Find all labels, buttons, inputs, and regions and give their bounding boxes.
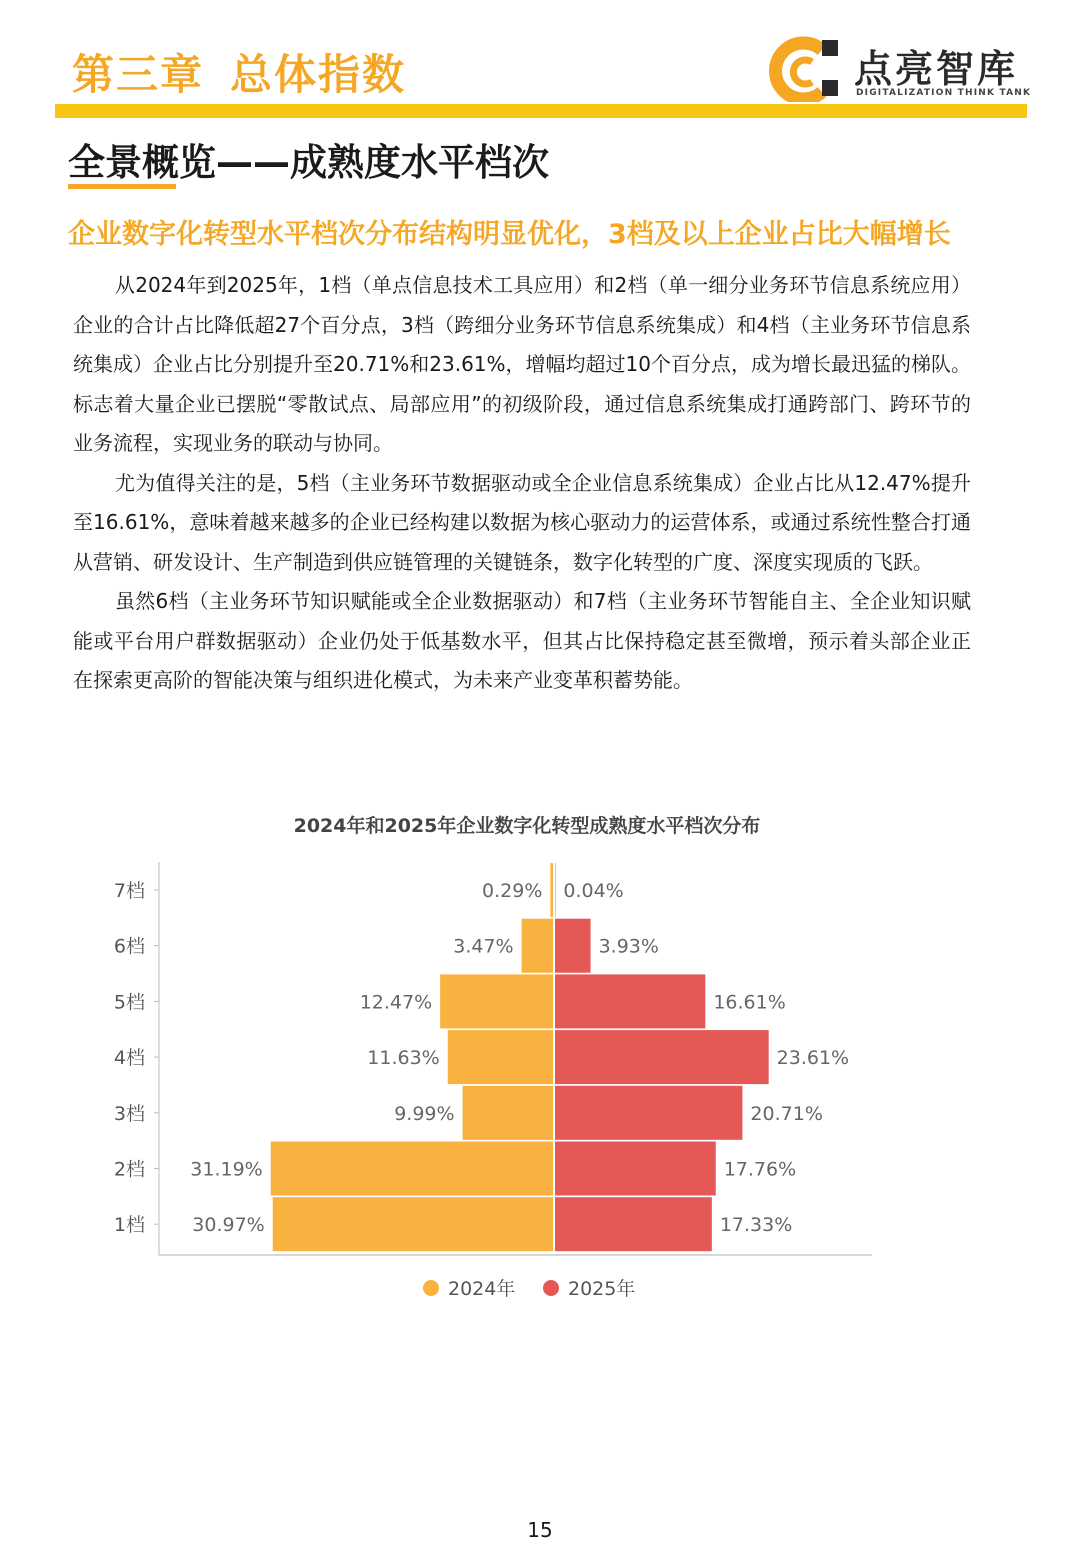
chart-title: 2024年和2025年企业数字化转型成熟度水平档次分布 <box>293 815 761 837</box>
bar-2025 <box>555 974 705 1028</box>
category-label: 5档 <box>113 991 145 1014</box>
bar-2024 <box>448 1030 553 1084</box>
bar-label-2024: 11.63% <box>367 1047 440 1070</box>
bar-label-2025: 20.71% <box>750 1102 823 1125</box>
chapter-name: 总体指数 <box>230 50 407 99</box>
bar-2025 <box>555 1030 769 1084</box>
section-title: 全景概览——成熟度水平档次 <box>68 141 549 184</box>
bar-label-2025: 17.76% <box>723 1158 797 1181</box>
chapter-label: 第三章 <box>72 50 205 99</box>
legend-marker-2024 <box>423 1280 439 1296</box>
bar-label-2024: 31.19% <box>190 1158 263 1181</box>
category-label: 3档 <box>113 1102 145 1125</box>
logo <box>764 36 1034 102</box>
bar-label-2024: 30.97% <box>192 1214 265 1237</box>
bar-label-2024: 3.47% <box>453 935 514 958</box>
header-rule <box>55 104 1027 118</box>
bar-label-2025: 0.04% <box>563 880 624 902</box>
bar-2024 <box>440 974 553 1028</box>
section-subtitle: 企业数字化转型水平档次分布结构明显优化，3档及以上企业占比大幅增长 <box>68 219 951 250</box>
bar-2024 <box>273 1197 553 1251</box>
category-label: 1档 <box>113 1214 145 1237</box>
bar-label-2024: 12.47% <box>359 991 433 1014</box>
bar-label-2025: 23.61% <box>776 1047 850 1070</box>
paragraph-2: 尤为值得关注的是，5档（主业务环节数据驱动或全企业信息系统集成）企业占比从12.47%提升至16.61%，意味着越来越多的企业已经构建以数据为核心驱动力的运营体系，或通过系统性整合打通从营销、研发设计、生产制造到供应链管理的关键链条，数字化转型的广度、深度实现质的飞跃。 <box>73 470 971 574</box>
bar-label-2025: 17.33% <box>719 1214 793 1237</box>
legend-label-2024: 2024年 <box>448 1278 516 1300</box>
category-label: 2档 <box>113 1158 145 1181</box>
paragraph-1: 从2024年到2025年，1档（单点信息技术工具应用）和2档（单一细分业务环节信息系统应用）企业的合计占比降低超27个百分点，3档（跨细分业务环节信息系统集成）和4档（主业务环节信息系统集成）企业占比分别提升至20.71%和23.61%，增幅均超过10个百分点，成为增长最迅猛的梯队。标志着大量企业已摆脱“零散试点、局部应用”的初级阶段，通过信息系统集成打通跨部门、跨环节的业务流程，实现业务的联动与协同。 <box>73 273 971 455</box>
category-label: 6档 <box>113 935 145 958</box>
bar-2025 <box>555 1197 712 1251</box>
section-underline <box>68 184 176 189</box>
maturity-distribution-chart <box>72 784 892 1324</box>
bar-2024 <box>271 1142 553 1196</box>
bar-2024 <box>463 1086 553 1140</box>
bar-label-2024: 9.99% <box>394 1102 455 1125</box>
bar-2025 <box>555 919 591 973</box>
category-label: 4档 <box>113 1047 145 1070</box>
chapter-title <box>72 42 406 102</box>
bar-2025 <box>555 1086 742 1140</box>
bar-label-2025: 16.61% <box>713 991 786 1014</box>
bar-2025 <box>555 1142 716 1196</box>
bar-2024 <box>550 863 553 917</box>
bar-label-2024: 0.29% <box>482 880 543 902</box>
legend-label-2025: 2025年 <box>568 1278 636 1300</box>
category-label: 7档 <box>113 880 145 902</box>
paragraph-3: 虽然6档（主业务环节知识赋能或全企业数据驱动）和7档（主业务环节智能自主、全企业知识赋能或平台用户群数据驱动）企业仍处于低基数水平，但其占比保持稳定甚至微增，预示着头部企业正在探索更高阶的智能决策与组织进化模式，为未来产业变革积蓄势能。 <box>73 589 971 692</box>
page-number: 15 <box>527 1518 553 1542</box>
logo-name: 点亮智库 <box>854 47 1019 91</box>
body-text <box>73 266 971 701</box>
bar-2024 <box>522 919 553 973</box>
logo-mark-icon <box>764 36 850 102</box>
chart-svg <box>72 784 892 1324</box>
legend-marker-2025 <box>543 1280 559 1296</box>
logo-subtitle: DIGITALIZATION THINK TANK <box>856 88 1032 98</box>
bar-label-2025: 3.93% <box>598 935 659 958</box>
